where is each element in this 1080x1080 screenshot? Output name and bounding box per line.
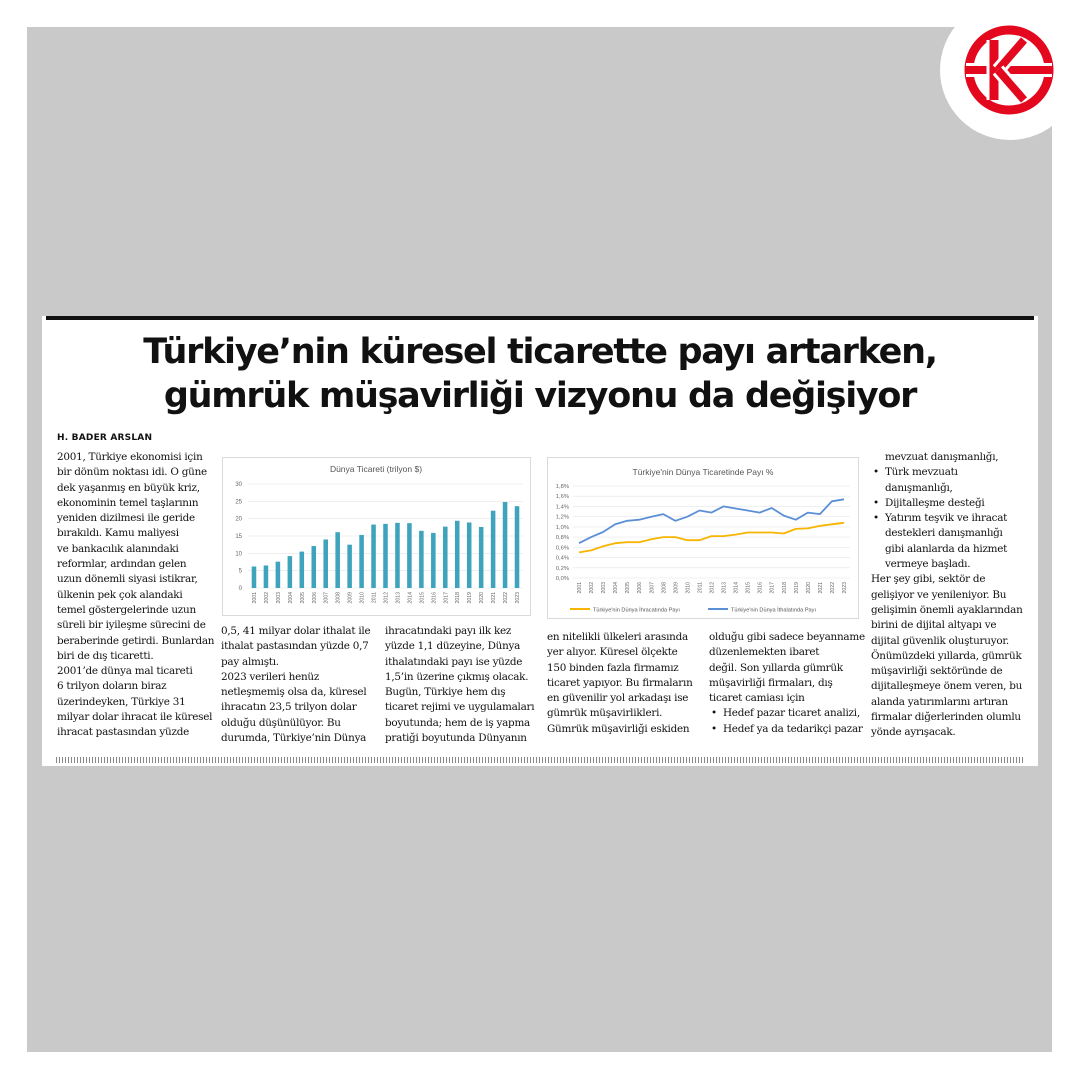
y-tick-label: 1,4% <box>555 504 569 511</box>
y-tick-label: 20 <box>235 516 242 523</box>
text-line: temel göstergelerinde uzun <box>57 603 196 616</box>
text-line: 1,5’in üzerine çıkmış olacak. <box>385 670 529 683</box>
y-tick-label: 1,2% <box>555 514 569 521</box>
x-tick-label: 2006 <box>311 592 318 604</box>
text-line: durumda, Türkiye’nin Dünya <box>221 732 367 745</box>
text-line: gelişimin önemli ayaklarından <box>871 603 1023 616</box>
text-line: en nitelikli ülkeleri arasında <box>547 631 688 643</box>
bar <box>383 524 388 588</box>
x-tick-label: 2014 <box>733 582 740 594</box>
bar <box>288 556 293 588</box>
x-tick-label: 2005 <box>625 582 632 594</box>
text-line: olduğu düşünülüyor. Bu <box>221 716 341 729</box>
article-headline <box>42 330 1038 418</box>
text-line: 2023 verileri henüz <box>221 670 320 683</box>
bar <box>515 506 520 588</box>
x-tick-label: 2018 <box>781 582 788 594</box>
text-line: pratiği boyutunda Dünyanın <box>385 732 527 745</box>
text-column-4 <box>547 630 707 750</box>
line-chart-grid <box>573 486 850 578</box>
text-line: gelişiyor ve yenileniyor. Bu <box>871 588 1007 601</box>
x-tick-label: 2008 <box>335 592 342 604</box>
line-chart-series <box>579 499 844 552</box>
bullet-item: • Hedef ya da tedarikçi pazar <box>709 722 869 737</box>
x-tick-label: 2020 <box>479 592 486 604</box>
bar <box>323 539 328 588</box>
bullet-line: Yatırım teşvik ve ihracat <box>885 512 1008 525</box>
bar <box>264 565 269 588</box>
x-tick-label: 2013 <box>721 582 728 594</box>
text-line: bir dönüm noktası idi. O güne <box>57 466 207 479</box>
text-column-5 <box>709 630 869 750</box>
text-line: yüzde 1,1 düzeyine, Dünya <box>385 640 521 653</box>
text-line: Gümrük müşavirliği eskiden <box>547 722 690 735</box>
text-line: ihracatın 23,5 trilyon dolar <box>221 701 357 714</box>
x-tick-label: 2020 <box>805 582 812 594</box>
text-line: beraberinde getirdi. Bunlardan <box>57 634 215 647</box>
bar <box>491 511 496 588</box>
y-tick-label: 1,8% <box>555 484 569 490</box>
text-column-1 <box>57 450 217 750</box>
bar <box>252 567 257 588</box>
text-line: alanda yatırımlarını artıran <box>871 695 1008 708</box>
text-line: dijital güvenlik oluşturuyor. <box>871 634 1009 647</box>
x-tick-label: 2016 <box>757 582 764 594</box>
x-tick-label: 2003 <box>601 582 608 594</box>
text-column-6 <box>871 450 1031 750</box>
text-line: milyar dolar ihracat ile küresel <box>57 711 213 724</box>
bullet-line: vermeye başladı. <box>885 558 971 571</box>
x-tick-label: 2021 <box>491 592 498 604</box>
bar <box>395 523 400 588</box>
text-line: ticaret rejimi ve uygulamaları <box>385 701 535 714</box>
text-line: üzerindeyken, Türkiye 31 <box>57 695 186 708</box>
text-line: pay almıştı. <box>221 655 279 668</box>
y-tick-label: 0,0% <box>555 576 569 582</box>
text-line: 2001’de dünya mal ticareti <box>57 665 193 678</box>
chart-title: Dünya Ticareti (trilyon $) <box>329 464 423 474</box>
bullet-item: • Hedef pazar ticaret analizi, <box>709 706 869 721</box>
bar <box>467 522 472 588</box>
line-chart-legend <box>570 607 816 614</box>
y-tick-label: 0,6% <box>555 545 569 552</box>
x-tick-label: 2001 <box>577 582 584 594</box>
text-line: 6 trilyon doların biraz <box>57 680 167 693</box>
text-line: 2001, Türkiye ekonomisi için <box>57 451 203 463</box>
text-line: ihracatındaki payı ilk kez <box>385 625 512 637</box>
text-line: müşavirliği firmaları, dış <box>709 676 833 689</box>
text-line: uzun dönemli siyasi istikrar, <box>57 573 198 586</box>
text-column-3 <box>385 624 545 750</box>
bar-chart-x-axis <box>252 592 521 604</box>
bar-chart-y-axis <box>235 482 242 592</box>
x-tick-label: 2010 <box>685 582 692 594</box>
x-tick-label: 2012 <box>709 582 716 594</box>
y-tick-label: 0,4% <box>555 555 569 562</box>
hk-monogram-logo-icon <box>940 0 1080 140</box>
text-line: ekonominin temel taşlarının <box>57 496 199 509</box>
text-line: birini de dijital altyapı ve <box>871 619 997 632</box>
x-tick-label: 2019 <box>793 582 800 594</box>
text-line: ticaret yapıyor. Bu firmaların <box>547 676 693 689</box>
turkey-share-line-chart <box>547 457 859 619</box>
x-tick-label: 2023 <box>515 592 522 604</box>
bullet-line: destekleri danışmanlığı <box>885 527 1003 540</box>
bar <box>359 535 364 588</box>
x-tick-label: 2009 <box>673 582 680 594</box>
y-tick-label: 25 <box>235 499 242 506</box>
text-line: Bugün, Türkiye hem dış <box>385 686 506 699</box>
text-column-2 <box>221 624 383 750</box>
x-tick-label: 2019 <box>467 592 474 604</box>
x-tick-label: 2003 <box>275 592 282 604</box>
text-line: biri de dış ticaretti. <box>57 649 154 662</box>
text-line: Her şey gibi, sektör de <box>871 573 986 586</box>
text-line: netleşmemiş olsa da, küresel <box>221 686 367 699</box>
text-line: Önümüzdeki yıllarda, gümrük <box>871 649 1022 662</box>
text-line: yönde ayrışacak. <box>871 726 956 739</box>
text-line: ihracat pastasından yüzde <box>57 726 189 739</box>
bar <box>347 545 352 588</box>
text-line: dek yaşanmış en büyük kriz, <box>57 481 200 494</box>
y-tick-label: 5 <box>238 568 242 575</box>
author-byline: H. BADER ARSLAN <box>57 433 153 443</box>
x-tick-label: 2015 <box>419 592 426 604</box>
bar <box>419 531 424 588</box>
x-tick-label: 2015 <box>745 582 752 594</box>
x-tick-label: 2017 <box>443 592 450 604</box>
x-tick-label: 2012 <box>383 592 390 604</box>
x-tick-label: 2002 <box>263 592 270 604</box>
x-tick-label: 2009 <box>347 592 354 604</box>
bullet-line: gibi alanlarda da hizmet <box>885 542 1008 555</box>
series-line-export <box>579 523 844 553</box>
text-line: bırakıldı. Kamu maliyesi <box>57 527 179 540</box>
line-chart-x-axis <box>577 582 848 594</box>
text-line: ithalatındaki payı ise yüzde <box>385 655 523 668</box>
logo-badge <box>940 0 1080 140</box>
x-tick-label: 2004 <box>287 592 294 604</box>
x-tick-label: 2022 <box>503 592 510 604</box>
bar <box>503 502 508 588</box>
bar <box>371 525 376 588</box>
x-tick-label: 2018 <box>455 592 462 604</box>
text-line: yer alıyor. Küresel ölçekte <box>547 646 678 659</box>
text-line: dijitalleşmeye önem veren, bu <box>871 680 1023 693</box>
x-tick-label: 2006 <box>637 582 644 594</box>
text-line: en güvenilir yol arkadaşı ise <box>547 692 689 705</box>
newspaper-clipping <box>42 316 1038 766</box>
text-line: gümrük müşavirlikleri. <box>547 707 663 720</box>
line-chart-svg <box>548 458 858 618</box>
line-chart-y-axis <box>556 484 569 582</box>
service-list <box>871 465 1031 572</box>
bar <box>300 552 305 588</box>
text-line: müşavirliği sektöründe de <box>871 665 1003 678</box>
text-line: düzenlemekten ibaret <box>709 646 820 659</box>
y-tick-label: 1,0% <box>555 524 569 531</box>
bullet-line: Dijitalleşme desteği <box>885 496 985 509</box>
bullet-item <box>871 511 1031 572</box>
text-line: ticaret camiası için <box>709 692 805 705</box>
y-tick-label: 10 <box>235 551 242 558</box>
text-line: olduğu gibi sadece beyanname <box>709 631 865 643</box>
bar <box>479 527 484 588</box>
x-tick-label: 2007 <box>649 582 656 594</box>
bar <box>455 521 460 588</box>
legend-label-import: Türkiye'nin Dünya İthalatında Payı <box>731 607 817 614</box>
x-tick-label: 2022 <box>829 582 836 594</box>
headline-line-1: Türkiye’nin küresel ticarette payı artarken, <box>143 332 937 372</box>
x-tick-label: 2011 <box>371 592 378 604</box>
y-tick-label: 0,8% <box>555 535 569 542</box>
bar-chart-svg <box>223 458 530 615</box>
bullet-line: Türk mevzuatı <box>885 466 958 479</box>
x-tick-label: 2004 <box>613 582 620 594</box>
world-trade-bar-chart <box>222 457 531 616</box>
bar-chart-bars <box>252 502 520 588</box>
x-tick-label: 2010 <box>359 592 366 604</box>
legend-label-export: Türkiye'nin Dünya İhracatında Payı <box>593 607 680 614</box>
bar <box>407 523 412 588</box>
text-line: firmalar diğerlerinden olumlu <box>871 711 1021 724</box>
y-tick-label: 1,6% <box>555 494 569 501</box>
x-tick-label: 2021 <box>817 582 824 594</box>
x-tick-label: 2014 <box>407 592 414 604</box>
x-tick-label: 2001 <box>251 592 258 604</box>
bullet-line: danışmanlığı, <box>885 481 953 494</box>
text-line: ülkenin pek çok alandaki <box>57 588 183 601</box>
text-line: 150 binden fazla firmamız <box>547 661 679 674</box>
bullet-item <box>871 465 1031 496</box>
y-tick-label: 0,2% <box>555 565 569 572</box>
text-line: ve bankacılık alanındaki <box>57 542 179 555</box>
x-tick-label: 2008 <box>661 582 668 594</box>
text-line: ithalat pastasından yüzde 0,7 <box>221 640 369 653</box>
x-tick-label: 2002 <box>589 582 596 594</box>
service-list <box>709 706 869 737</box>
x-tick-label: 2007 <box>323 592 330 604</box>
x-tick-label: 2005 <box>299 592 306 604</box>
y-tick-label: 30 <box>235 482 242 488</box>
headline-line-2: gümrük müşavirliği vizyonu da değişiyor <box>163 376 917 416</box>
text-line: 0,5, 41 milyar dolar ithalat ile <box>221 625 371 637</box>
text-line: boyutunda; hem de iş yapma <box>385 716 531 729</box>
text-line: süreli bir iyileşme sürecini de <box>57 619 206 632</box>
text-line: yeniden dizilmesi ile geride <box>57 512 195 525</box>
text-line: değil. Son yıllarda gümrük <box>709 661 843 674</box>
bullet-continuation: mevzuat danışmanlığı, <box>885 451 999 463</box>
y-tick-label: 15 <box>235 534 242 540</box>
bar <box>443 527 448 588</box>
x-tick-label: 2023 <box>841 582 848 594</box>
x-tick-label: 2013 <box>395 592 402 604</box>
bar <box>311 546 316 588</box>
x-tick-label: 2011 <box>697 582 704 594</box>
bar <box>431 533 436 588</box>
bullet-item <box>871 496 1031 511</box>
x-tick-label: 2016 <box>431 592 438 604</box>
bar <box>276 562 281 588</box>
bar <box>335 532 340 588</box>
text-line: reformlar, ardından gelen <box>57 558 187 571</box>
top-rule <box>46 316 1034 320</box>
x-tick-label: 2017 <box>769 582 776 594</box>
chart-title: Türkiye'nin Dünya Ticaretinde Payı % <box>632 467 774 477</box>
y-tick-label: 0 <box>238 586 242 592</box>
bottom-rule <box>56 757 1024 763</box>
